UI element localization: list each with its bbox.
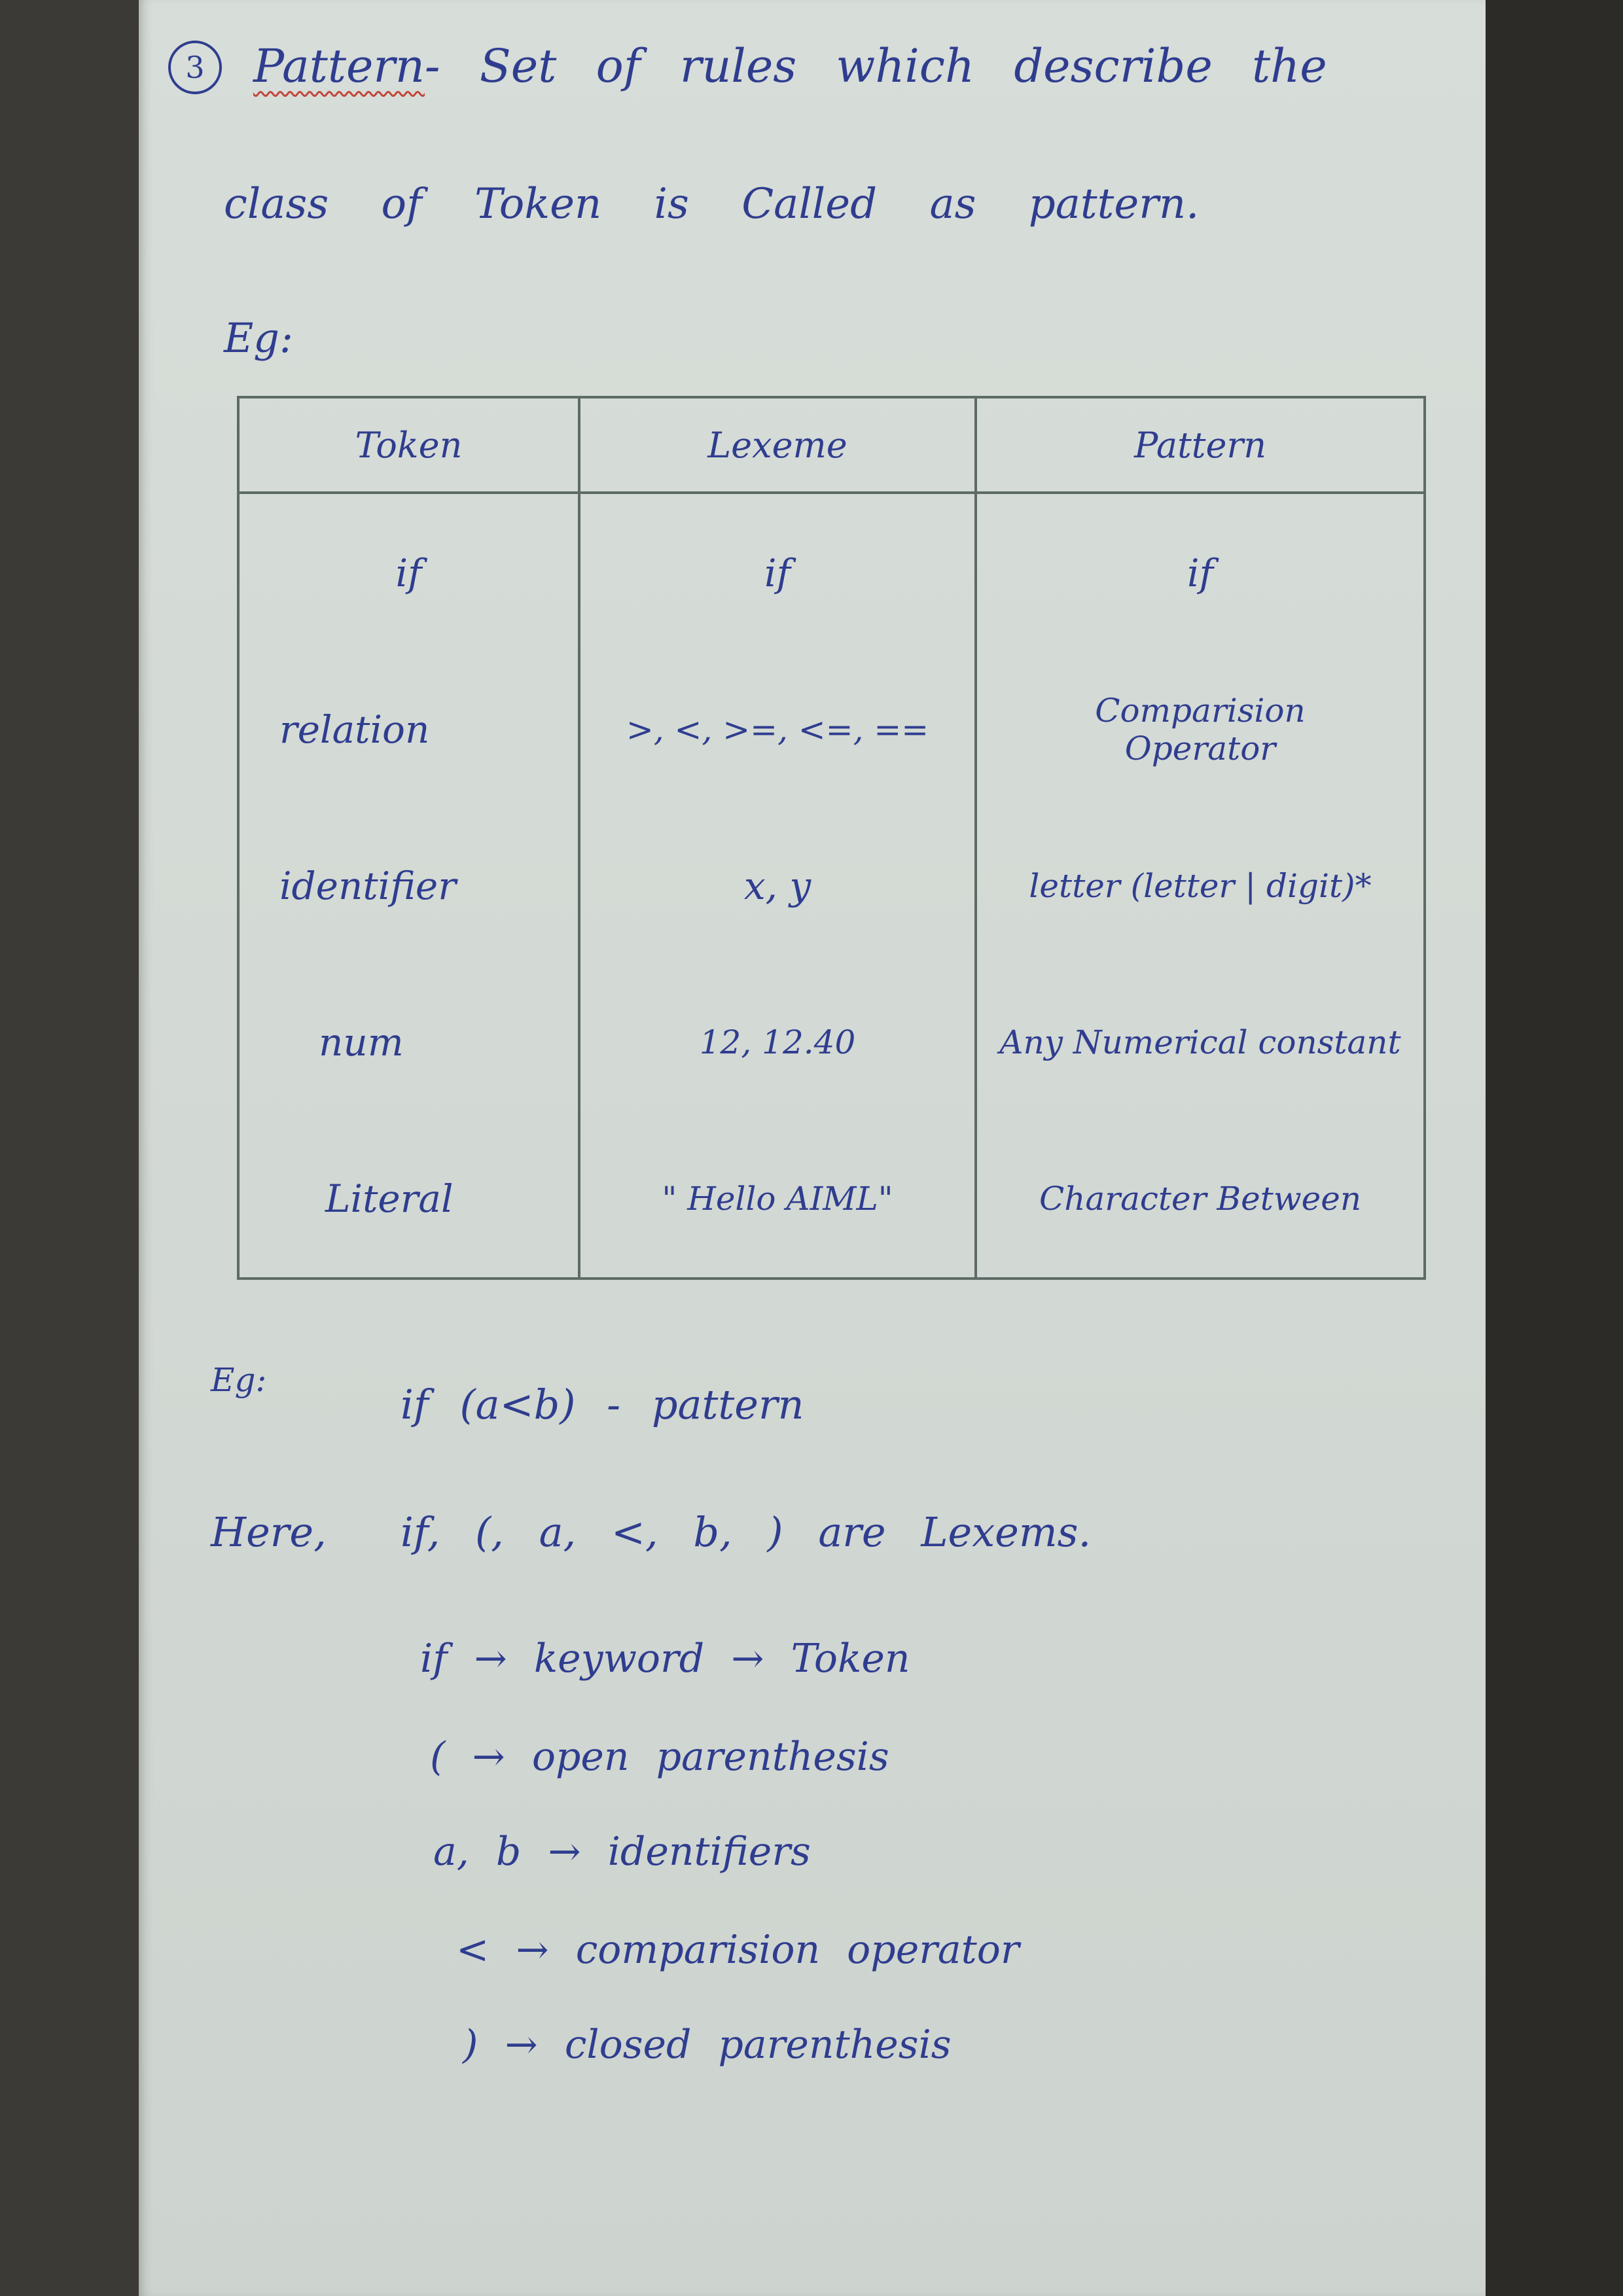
lexeme-cell-relation: >, <, >=, <=, == xyxy=(626,710,929,749)
lexeme-column xyxy=(579,493,976,1279)
header-token: Token xyxy=(238,397,579,493)
breakdown-item-identifiers: a, b → identifiers xyxy=(433,1829,811,1875)
lexeme-cell-num: 12, 12.40 xyxy=(699,1023,856,1061)
section-number-badge xyxy=(168,41,222,94)
notebook-page xyxy=(139,0,1486,2296)
pattern-cell-num: Any Numerical constant xyxy=(999,1023,1401,1061)
token-cell-identifier: identifier xyxy=(279,863,456,908)
breakdown-item-comparison: < → comparision operator xyxy=(456,1927,1020,1973)
token-cell-literal: Literal xyxy=(325,1176,454,1221)
background-strip xyxy=(1486,0,1623,2296)
example-2-label: Eg: xyxy=(211,1361,267,1399)
example-2-expression: if (a<b) - pattern xyxy=(401,1381,804,1428)
breakdown-item-closed-paren: ) → closed parenthesis xyxy=(463,2022,952,2068)
pattern-cell-relation: Comparision Operator xyxy=(1095,691,1306,768)
heading-term: Pattern xyxy=(253,39,425,93)
lexeme-cell-identifier: x, y xyxy=(743,863,812,908)
token-column xyxy=(238,493,579,1279)
lexemes-line: if, (, a, <, b, ) are Lexems. xyxy=(401,1508,1092,1556)
definition-text-1: - Set of rules which describe the xyxy=(424,39,1327,93)
section-number: 3 xyxy=(185,50,205,85)
here-label: Here, xyxy=(211,1508,327,1556)
token-cell-num: num xyxy=(319,1019,404,1065)
header-pattern: Pattern xyxy=(976,397,1425,493)
lexeme-cell-literal: " Hello AIML" xyxy=(662,1179,893,1218)
header-lexeme: Lexeme xyxy=(579,397,976,493)
table-header-row xyxy=(238,397,1425,493)
pattern-column xyxy=(976,493,1425,1279)
lexeme-cell-if: if xyxy=(764,550,791,595)
token-cell-relation: relation xyxy=(279,707,430,752)
pattern-cell-literal: Character Between xyxy=(1039,1179,1362,1218)
token-table xyxy=(237,396,1426,1280)
breakdown-item-keyword: if → keyword → Token xyxy=(420,1636,910,1682)
example-1-label: Eg: xyxy=(224,314,293,362)
definition-line-2: class of Token is Called as pattern. xyxy=(224,180,1200,228)
breakdown-item-open-paren: ( → open parenthesis xyxy=(430,1734,889,1780)
pattern-cell-if: if xyxy=(1186,550,1214,595)
token-cell-if: if xyxy=(395,550,422,595)
pattern-cell-identifier: letter (letter | digit)* xyxy=(1029,866,1372,905)
table-body-row xyxy=(238,493,1425,1279)
definition-line-1 xyxy=(253,39,1327,93)
